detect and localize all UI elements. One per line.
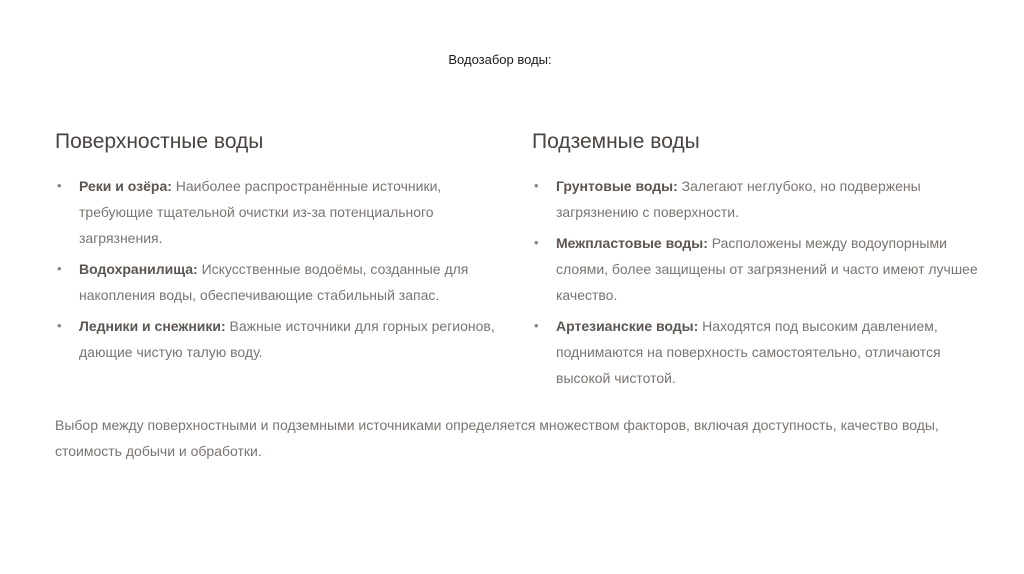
list-item-term: Грунтовые воды: (556, 178, 678, 194)
list-item (532, 230, 982, 308)
summary-paragraph: Выбор между поверхностными и подземными источниками определяется множеством факторов, включая доступность, качество воды, стоимость добычи и обработки. (55, 417, 939, 459)
bullet-icon: • (534, 178, 539, 193)
bullet-icon: • (534, 235, 539, 250)
surface-water-column (55, 128, 495, 370)
underground-water-list (532, 173, 982, 391)
list-item-term: Ледники и снежники: (79, 318, 226, 334)
list-item-text: Находятся под высоким давлением, поднимаются на поверхность самостоятельно, отличаются высокой чистотой. (556, 318, 941, 386)
list-item (532, 313, 982, 391)
surface-water-list (55, 173, 495, 365)
bullet-icon: • (534, 318, 539, 333)
surface-water-heading: Поверхностные воды (55, 130, 264, 153)
bullet-icon: • (57, 261, 62, 276)
list-item-text: Искусственные водоёмы, созданные для накопления воды, обеспечивающие стабильный запас. (79, 261, 469, 303)
list-item-text: Важные источники для горных регионов, дающие чистую талую воду. (79, 318, 495, 360)
bullet-icon: • (57, 178, 62, 193)
underground-water-heading: Подземные воды (532, 130, 700, 153)
slide-title: Водозабор воды: (448, 52, 552, 67)
list-item-text: Залегают неглубоко, но подвержены загрязнению с поверхности. (556, 178, 921, 220)
list-item-text: Расположены между водоупорными слоями, более защищены от загрязнений и часто имеют лучшее качество. (556, 235, 978, 303)
list-item-text: Наиболее распространённые источники, требующие тщательной очистки из-за потенциального загрязнения. (79, 178, 442, 246)
list-item (55, 173, 495, 251)
underground-water-column (532, 128, 982, 396)
list-item (55, 313, 495, 365)
list-item (532, 173, 982, 225)
list-item (55, 256, 495, 308)
list-item-term: Реки и озёра: (79, 178, 172, 194)
list-item-term: Водохранилища: (79, 261, 198, 277)
bullet-icon: • (57, 318, 62, 333)
list-item-term: Межпластовые воды: (556, 235, 708, 251)
list-item-term: Артезианские воды: (556, 318, 699, 334)
